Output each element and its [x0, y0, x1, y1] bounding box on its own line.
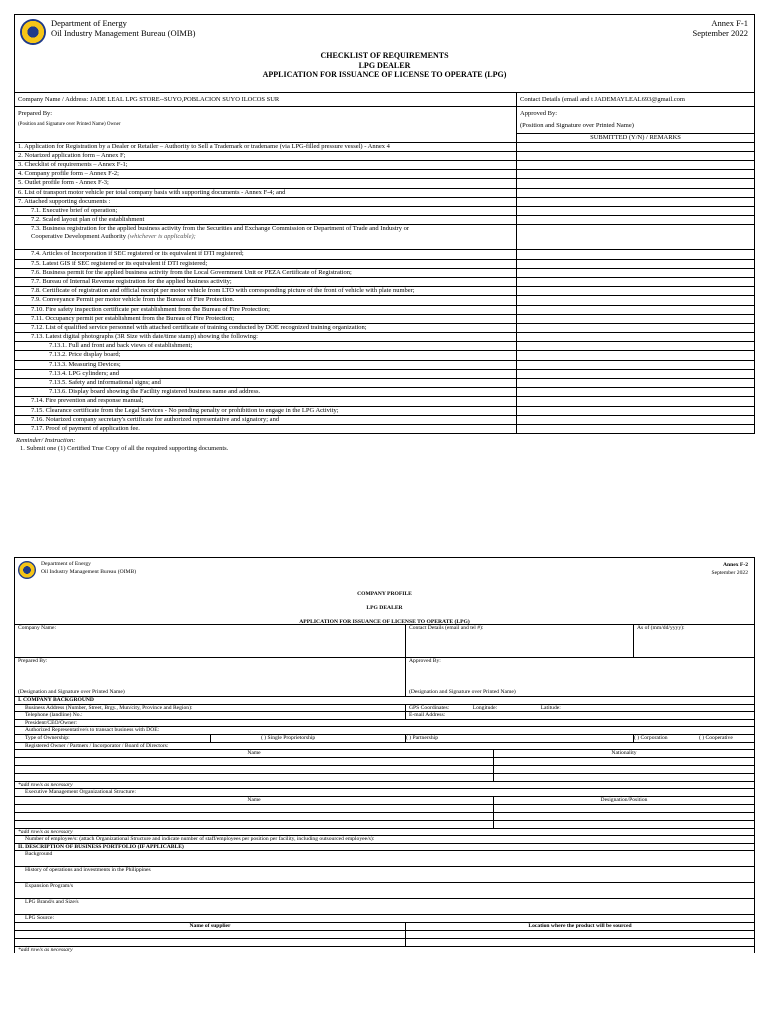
owners-label: Registered Owner / Partners / Incorporator / Board of Directors: [15, 742, 755, 750]
submitted-remarks-cell[interactable] [517, 225, 755, 250]
exec-structure-label: Executive Management Organizational Structure: [15, 789, 755, 797]
checklist-header [14, 14, 755, 92]
requirement-label: 7.10. Fire safety inspection certificate per establishment from the Bureau of Fire Protection; [15, 305, 517, 314]
requirement-label: 3. Checklist of requirements – Annex F-1; [15, 161, 517, 170]
requirement-label: 1. Application for Registration by a Dealer or Retailer – Authority to Sell a Trademark or tradename (via LPG-filled pressure vessel) - Annex 4 [15, 142, 517, 151]
exec-row[interactable] [494, 820, 755, 828]
submitted-remarks-cell[interactable] [517, 342, 755, 351]
approved-by[interactable]: Approved By: (Position and Signature over Printed Name) [517, 107, 755, 134]
requirement-label: 7.1. Executive brief of operation; [15, 207, 517, 216]
add-rows-note: *add row/s as necessary [15, 946, 755, 953]
checklist-row [15, 142, 755, 151]
submitted-remarks-cell[interactable] [517, 287, 755, 296]
submitted-remarks-cell[interactable] [517, 188, 755, 197]
checklist-row [15, 170, 755, 179]
submitted-remarks-cell[interactable] [517, 351, 755, 360]
checklist-row [15, 197, 755, 206]
approved-by-field[interactable]: Approved By: (Designation and Signature over Printed Name) [406, 658, 755, 697]
requirement-label: 7.13.6. Display board showing the Facility registered business name and address. [15, 388, 517, 397]
checklist-row [15, 369, 755, 378]
exec-row[interactable] [494, 812, 755, 820]
requirement-label: 7.6. Business permit for the applied business activity from the Local Government Unit or PEZA Certificate of Registration; [15, 268, 517, 277]
owners-name-header: Name [15, 750, 494, 758]
requirement-label: 7.2. Scaled layout plan of the establishment [15, 216, 517, 225]
checklist-row [15, 333, 755, 342]
requirement-label: 6. List of transport motor vehicle per total company basis with supporting documents - Annex F-4; and [15, 188, 517, 197]
company-name-field[interactable]: Company Name: [15, 625, 406, 658]
contact-details[interactable]: Contact Details (email and t JADEMAYLEAL693@gmail.com [517, 93, 755, 107]
requirement-label: 2. Notarized application form – Annex F; [15, 151, 517, 160]
submitted-header: SUBMITTED (Y/N) / REMARKS [517, 133, 755, 142]
company-name-address[interactable]: Company Name / Address: JADE LEAL LPG STORE--SUYO,POBLACION SUYO ILOCOS SUR [15, 93, 517, 107]
requirement-label: 7.3. Business registration for the applied business activity from the Securities and Exchange Commission or Department of Trade and Industry or Cooperative Development Authority (whichever is applicable); [15, 225, 517, 250]
section-company-background: I. COMPANY BACKGROUND [15, 697, 755, 705]
submitted-remarks-cell[interactable] [517, 151, 755, 160]
owners-row[interactable] [15, 773, 494, 781]
supplier-row[interactable] [406, 930, 755, 938]
ownership-label: Type of Ownership: [15, 734, 211, 742]
ownership-single-proprietorship[interactable]: ( ) Single Proprietorship [211, 734, 406, 742]
checklist-row [15, 188, 755, 197]
checklist-row [15, 216, 755, 225]
ownership-partnership[interactable]: ( ) Partnership [406, 734, 634, 742]
prepared-by-field[interactable]: Prepared By: (Designation and Signature over Printed Name) [15, 658, 406, 697]
blank-cell [15, 133, 517, 142]
lpg-source-label: LPG Source: [15, 915, 755, 923]
email-field[interactable]: E-mail Address: [406, 712, 755, 720]
owners-row[interactable] [494, 765, 755, 773]
checklist-row [15, 323, 755, 332]
requirement-label: 7.12. List of qualified service personnel with attached certificate of training conducted by DOE recognized training organization; [15, 323, 517, 332]
requirement-label: 7.8. Certificate of registration and official receipt per motor vehicle from LTO with corresponding picture of the front of vehicle with plate number; [15, 287, 517, 296]
company-profile-page [14, 557, 755, 953]
submitted-remarks-cell[interactable] [517, 388, 755, 397]
submitted-remarks-cell[interactable] [517, 296, 755, 305]
agency-name: Department of Energy Oil Industry Management Bureau (OIMB) [41, 561, 137, 575]
checklist-row [15, 406, 755, 415]
submitted-remarks-cell[interactable] [517, 406, 755, 415]
checklist-row [15, 342, 755, 351]
submitted-remarks-cell[interactable] [517, 268, 755, 277]
submitted-remarks-cell[interactable] [517, 360, 755, 369]
ownership-corporation[interactable]: ( ) Corporation ( ) Cooperative [634, 734, 755, 742]
submitted-remarks-cell[interactable] [517, 161, 755, 170]
location-header: Location where the product will be sourced [406, 922, 755, 930]
requirement-label: 7.14. Fire prevention and response manual; [15, 397, 517, 406]
requirement-label: 7.4. Articles of Incorporation if SEC registered or its equivalent if DTI registered; [15, 250, 517, 259]
reminder-note: Reminder/ Instruction: 1. Submit one (1) Certified True Copy of all the required supporting documents. [16, 437, 229, 452]
section-business-portfolio: II. DESCRIPTION OF BUSINESS PORTFOLIO (IF APPLICABLE) [15, 843, 755, 851]
submitted-remarks-cell[interactable] [517, 179, 755, 188]
requirement-label: 7.13.4. LPG cylinders; and [15, 369, 517, 378]
exec-row[interactable] [15, 820, 494, 828]
requirement-label: 7.5. Latest GIS if SEC registered or its equivalent if DTI registered; [15, 259, 517, 268]
submitted-remarks-cell[interactable] [517, 142, 755, 151]
submitted-remarks-cell[interactable] [517, 415, 755, 424]
checklist-row [15, 151, 755, 160]
exec-name-header: Name [15, 796, 494, 804]
checklist-row [15, 179, 755, 188]
checklist-row [15, 277, 755, 286]
checklist-row [15, 296, 755, 305]
submitted-remarks-cell[interactable] [517, 259, 755, 268]
annex-label: Annex F-2 September 2022 [711, 562, 748, 576]
checklist-row [15, 250, 755, 259]
president-field[interactable]: President/CEO/Owner: [15, 719, 755, 727]
expansion-field[interactable]: Expansion Program/s [15, 883, 755, 899]
requirement-label: 7.15. Clearance certificate from the Legal Services - No pending penalty or prohibition to engage in the LPG Activity; [15, 406, 517, 415]
supplier-row[interactable] [15, 938, 406, 946]
owners-row[interactable] [15, 757, 494, 765]
submitted-remarks-cell[interactable] [517, 277, 755, 286]
exec-row[interactable] [15, 804, 494, 812]
submitted-remarks-cell[interactable] [517, 207, 755, 216]
history-field[interactable]: History of operations and investments in the Philippines [15, 867, 755, 883]
profile-header [14, 557, 755, 624]
owners-row[interactable] [15, 765, 494, 773]
checklist-row [15, 268, 755, 277]
submitted-remarks-cell[interactable] [517, 314, 755, 323]
submitted-remarks-cell[interactable] [517, 369, 755, 378]
checklist-table [14, 92, 755, 434]
supplier-row[interactable] [406, 938, 755, 946]
checklist-row [15, 351, 755, 360]
requirement-label: 7.13.1. Full and front and back views of establishment; [15, 342, 517, 351]
checklist-row [15, 388, 755, 397]
business-address-field[interactable]: Business Address (Number, Street, Brgy., Mun/city, Province and Region): [15, 704, 406, 712]
requirement-label: 4. Company profile form – Annex F-2; [15, 170, 517, 179]
exec-row[interactable] [15, 812, 494, 820]
checklist-row [15, 415, 755, 424]
requirement-label: 7.11. Occupancy permit per establishment from the Bureau of Fire Protection; [15, 314, 517, 323]
doe-seal-icon [20, 19, 46, 45]
exec-designation-header: Designation/Position [494, 796, 755, 804]
telephone-field[interactable]: Telephone (landline) No.: [15, 712, 406, 720]
requirement-label: 7.13.3. Measuring Devices; [15, 360, 517, 369]
document-title: CHECKLIST OF REQUIREMENTS LPG DEALER APPLICATION FOR ISSUANCE OF LICENSE TO OPERATE (LPG) [262, 51, 507, 79]
requirement-label: 7.17. Proof of payment of application fee. [15, 424, 517, 433]
submitted-remarks-cell[interactable] [517, 250, 755, 259]
checklist-row [15, 314, 755, 323]
add-rows-note: *add row/s as necessary [15, 781, 755, 789]
submitted-remarks-cell[interactable] [517, 379, 755, 388]
annex-label: Annex F-1 September 2022 [692, 18, 748, 38]
ownership-cooperative[interactable]: ( ) Cooperative [698, 734, 733, 741]
requirement-label: 7.16. Notarized company secretary's certificate for authorized representative and signatory; and [15, 415, 517, 424]
exec-row[interactable] [494, 804, 755, 812]
checklist-row [15, 379, 755, 388]
checklist-row [15, 424, 755, 433]
checklist-row [15, 225, 755, 250]
checklist-row [15, 360, 755, 369]
submitted-remarks-cell[interactable] [517, 170, 755, 179]
requirement-label: 7.7. Bureau of Internal Revenue registration for the applied business activity; [15, 277, 517, 286]
as-of-date-field[interactable]: As of (mm/dd/yyyy): [634, 625, 755, 658]
requirement-label: 7.13. Latest digital photographs (3R Size with date/time stamp) showing the following: [15, 333, 517, 342]
submitted-remarks-cell[interactable] [517, 323, 755, 332]
checklist-row [15, 207, 755, 216]
contact-details-field[interactable]: Contact Details (email and tel #): [406, 625, 634, 658]
employees-field[interactable]: Number of employee/s: (attach Organizational Structure and indicate number of staff/employees per position per facility, including outsourced employee/s): [15, 836, 755, 844]
doe-seal-icon [18, 561, 36, 579]
background-field[interactable]: Background [15, 851, 755, 867]
owners-row[interactable] [494, 757, 755, 765]
checklist-row [15, 287, 755, 296]
checklist-page [14, 14, 755, 452]
document-title: COMPANY PROFILE LPG DEALER APPLICATION FOR ISSUANCE OF LICENSE TO OPERATE (LPG) [299, 591, 470, 625]
checklist-row [15, 259, 755, 268]
requirement-label: 7.9. Conveyance Permit per motor vehicle from the Bureau of Fire Protection. [15, 296, 517, 305]
authorized-rep-field[interactable]: Authorized Representative/s to transact business with DOE: [15, 727, 755, 735]
checklist-row [15, 161, 755, 170]
requirement-label: 7.13.2. Price display board; [15, 351, 517, 360]
owners-row[interactable] [494, 773, 755, 781]
owners-nationality-header: Nationality [494, 750, 755, 758]
agency-name: Department of Energy Oil Industry Management Bureau (OIMB) [51, 18, 196, 38]
submitted-remarks-cell[interactable] [517, 197, 755, 206]
requirement-label: 5. Outlet profile form - Annex F-3; [15, 179, 517, 188]
submitted-remarks-cell[interactable] [517, 305, 755, 314]
profile-table [14, 624, 755, 953]
supplier-row[interactable] [15, 930, 406, 938]
submitted-remarks-cell[interactable] [517, 216, 755, 225]
supplier-header: Name of supplier [15, 922, 406, 930]
submitted-remarks-cell[interactable] [517, 397, 755, 406]
checklist-row [15, 397, 755, 406]
requirement-label: 7.13.5. Safety and informational signs; and [15, 379, 517, 388]
gps-field[interactable]: GPS Coordinates: Longitude: Latitude: [406, 704, 755, 712]
add-rows-note: *add row/s as necessary [15, 828, 755, 836]
checklist-row [15, 305, 755, 314]
submitted-remarks-cell[interactable] [517, 333, 755, 342]
prepared-by[interactable]: Prepared By: (Position and Signature over Printed Name) Owner [15, 107, 517, 134]
submitted-remarks-cell[interactable] [517, 424, 755, 433]
requirement-label: 7. Attached supporting documents : [15, 197, 517, 206]
brands-field[interactable]: LPG Brand/s and Size/s [15, 899, 755, 915]
